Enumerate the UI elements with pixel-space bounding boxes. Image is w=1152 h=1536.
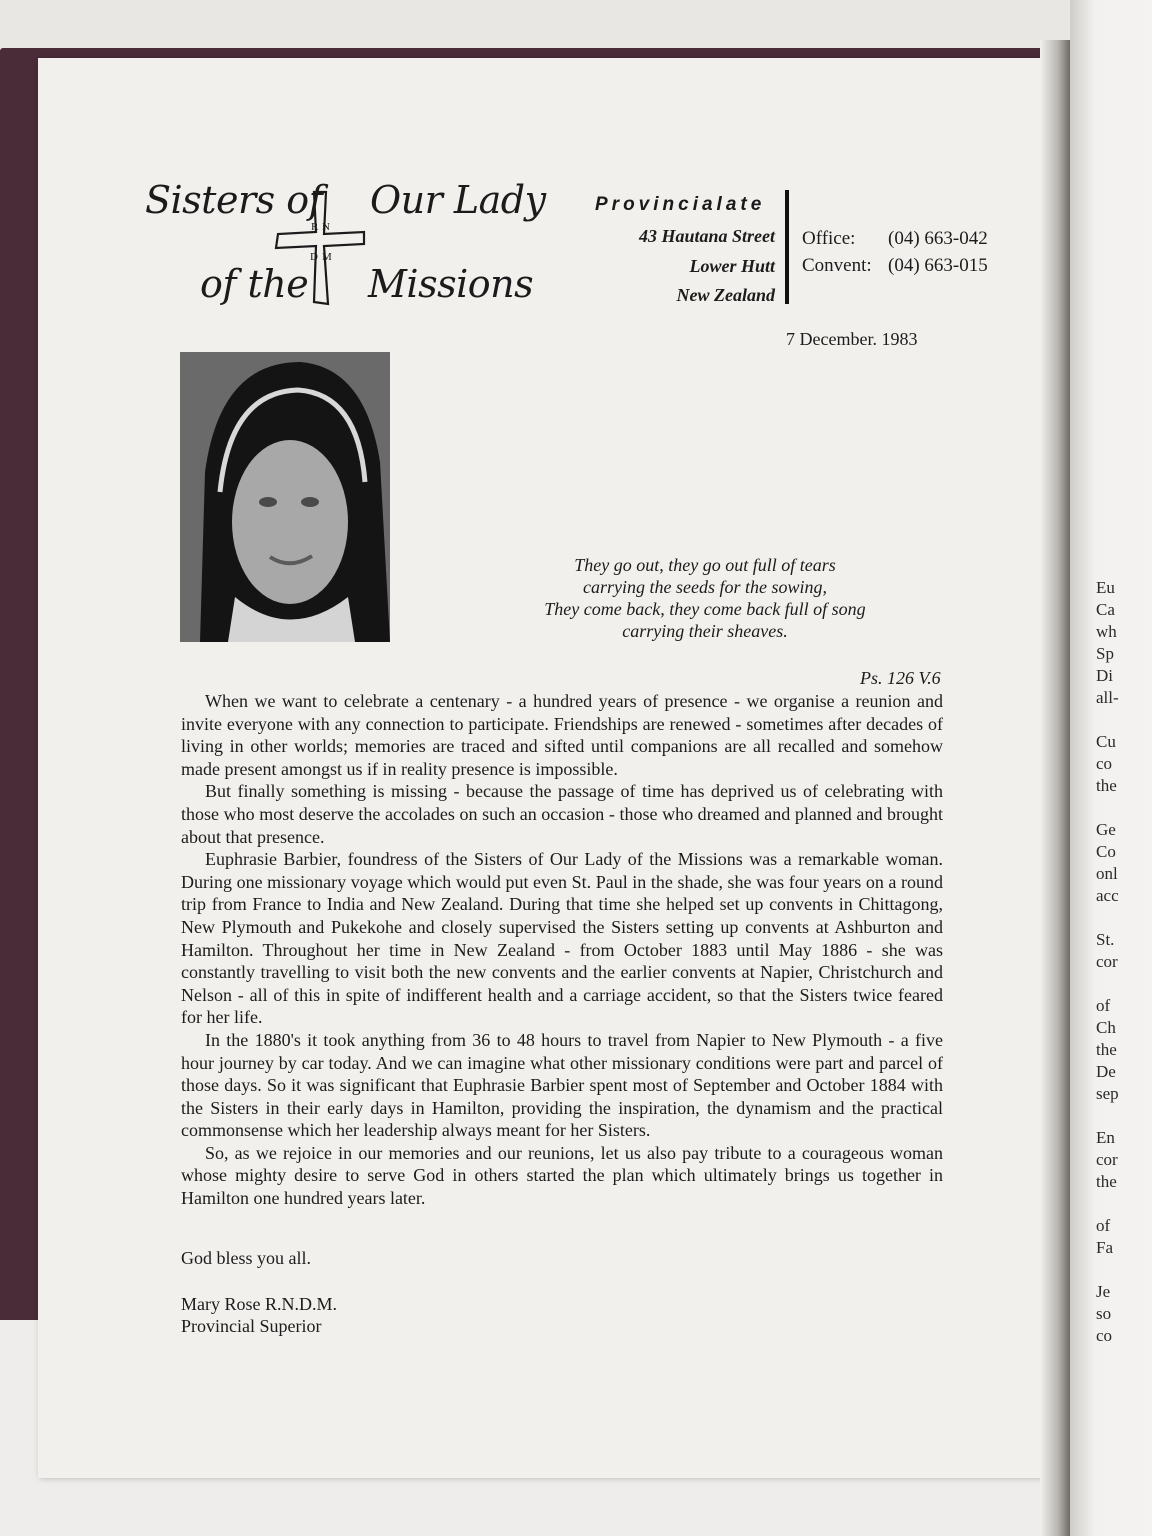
signature-title: Provincial Superior: [181, 1316, 322, 1336]
emblem-letter-r: R: [311, 221, 319, 233]
body-paragraph: When we want to celebrate a centenary - a hundred years of presence - we organise a reunion and invite everyone with any connection to participate. Friendships are renewed - sometimes after decades of living in other worlds; memories are traced and sifted until companions are all recalled and somehow made present amongst us if in reality presence is impossible.: [181, 691, 943, 779]
right-page-fragment: onl: [1096, 864, 1118, 883]
closing-line: God bless you all.: [181, 1248, 311, 1268]
right-page-fragment: Je: [1096, 1282, 1111, 1301]
contact-label: Office:: [802, 228, 856, 249]
address-street: 43 Hautana Street: [638, 226, 775, 246]
quote-line: carrying their sheaves.: [622, 621, 788, 641]
right-page-fragment: the: [1096, 1172, 1117, 1191]
right-page-fragment: [1096, 974, 1152, 996]
org-name-our-lady: Our Lady: [370, 178, 546, 222]
quote-line: They go out, they go out full of tears: [574, 555, 836, 575]
org-name-of-the: of the: [200, 262, 309, 306]
address-city: Lower Hutt: [689, 256, 775, 276]
right-page-fragment: acc: [1096, 886, 1119, 905]
right-page-fragment: Eu: [1096, 578, 1115, 597]
right-page-fragment: Ca: [1096, 600, 1115, 619]
right-page-fragment: St.: [1096, 930, 1115, 949]
portrait-photo: [180, 352, 390, 642]
right-page-fragment: cor: [1096, 952, 1118, 971]
quote-reference: Ps. 126 V.6: [860, 668, 941, 688]
rndm-cross-emblem-icon: [270, 188, 370, 308]
right-page-fragment: Co: [1096, 842, 1116, 861]
address-country: New Zealand: [676, 285, 775, 305]
right-page-fragment: Fa: [1096, 1238, 1113, 1257]
right-page-fragment: the: [1096, 776, 1117, 795]
body-paragraph: Euphrasie Barbier, foundress of the Sisters of Our Lady of the Missions was a remarkable woman. During one missionary voyage which would put even St. Paul in the shade, she was four years on a round trip from France to India and New Zealand. During that time she helped set up convents in Chittagong, New Plymouth and Pukekohe and closely supervised the Sisters setting up convents at Ashburton and Hamilton. Throughout her time in New Zealand - from October 1883 until May 1886 - she was constantly travelling to visit both the new convents and the earlier convents at Napier, Christchurch and Nelson - all of this in spite of indifferent health and a carriage accident, so that the Sisters twice feared for her life.: [181, 849, 943, 1028]
right-page-fragment: [1096, 710, 1152, 732]
right-page-fragment: so: [1096, 1304, 1112, 1323]
right-page-fragment: Ch: [1096, 1018, 1116, 1037]
body-paragraph: But finally something is missing - because the passage of time has deprived us of celebrating with those who most deserve the accolades on such an occasion - those who dreamed and planned and brought about that presence.: [181, 781, 943, 847]
right-page-fragment: [1096, 798, 1152, 820]
right-page-text-fragments: [1096, 578, 1152, 1348]
right-page-fragment: En: [1096, 1128, 1115, 1147]
right-page-fragment: wh: [1096, 622, 1117, 641]
right-page-fragment: [1096, 1106, 1152, 1128]
right-page-fragment: the: [1096, 1040, 1117, 1059]
contact-value: (04) 663-015: [888, 255, 988, 276]
org-name-missions: Missions: [368, 262, 534, 306]
epigraph-quote: [470, 554, 940, 642]
right-page-fragment: Di: [1096, 666, 1113, 685]
right-page-fragment: Ge: [1096, 820, 1116, 839]
letter-body: [181, 690, 943, 1210]
right-page-fragment: sep: [1096, 1084, 1119, 1103]
right-page-fragment: of: [1096, 996, 1111, 1015]
right-page-fragment: Cu: [1096, 732, 1116, 751]
right-page-fragment: of: [1096, 1216, 1111, 1235]
signature-name: Mary Rose R.N.D.M.: [181, 1294, 337, 1314]
book-gutter: [1040, 40, 1070, 1536]
quote-line: They come back, they come back full of song: [544, 599, 866, 619]
right-page-fragment: all-: [1096, 688, 1119, 707]
right-page-fragment: cor: [1096, 1150, 1118, 1169]
right-page-fragment: co: [1096, 1326, 1113, 1345]
right-page: [1070, 0, 1152, 1536]
emblem-letter-n: N: [322, 221, 330, 233]
signature-block: [181, 1293, 337, 1337]
letter-date: 7 December. 1983: [786, 329, 918, 349]
body-paragraph: In the 1880's it took anything from 36 to 48 hours to travel from Napier to New Plymouth - a five hour journey by car today. And we can imagine what other missionary conditions were part and parcel of those days. So it was significant that Euphrasie Barbier spent most of September and October 1884 with the Sisters in their early days in Hamilton, providing the inspiration, the dynamism and the practical commonsense which her leadership always meant for her Sisters.: [181, 1029, 943, 1141]
right-page-fragment: [1096, 1194, 1152, 1216]
body-paragraph: So, as we rejoice in our memories and our reunions, let us also pay tribute to a courageous woman whose mighty desire to serve God in others started the plan which ultimately brings us together in Hamilton one hundred years later.: [181, 1142, 943, 1209]
contact-label: Convent:: [802, 255, 872, 276]
contact-value: (04) 663-042: [888, 228, 988, 249]
right-page-fragment: De: [1096, 1062, 1116, 1081]
emblem-letter-m: M: [322, 251, 332, 263]
org-name-sisters-of: Sisters of: [145, 178, 323, 222]
right-page-fragment: Sp: [1096, 644, 1114, 663]
right-page-fragment: co: [1096, 754, 1113, 773]
right-page-fragment: [1096, 908, 1152, 930]
emblem-letter-d: D: [310, 251, 318, 263]
provincialate-heading: Provincialate: [595, 194, 766, 215]
nun-portrait-image: [180, 352, 390, 642]
right-page-fragment: [1096, 1260, 1152, 1282]
header-divider: [785, 190, 789, 304]
quote-line: carrying the seeds for the sowing,: [583, 577, 827, 597]
